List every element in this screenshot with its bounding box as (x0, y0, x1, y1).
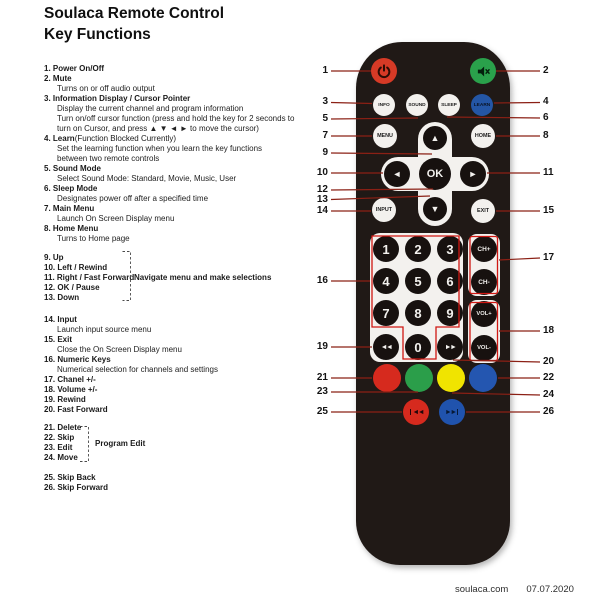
kf-item-number: 5. (44, 164, 53, 173)
kf-item-desc: Display the current channel and program information (57, 104, 244, 113)
callout-number-21: 21 (316, 372, 328, 383)
kf-item-name: Right / Fast Forward (56, 273, 135, 282)
kf-item-name: Move (57, 453, 78, 462)
callout-number-11: 11 (543, 167, 554, 178)
callout-number-19: 19 (316, 341, 328, 352)
callout-number-6: 6 (543, 112, 549, 123)
rewind-icon: ◄◄ (380, 343, 392, 351)
kf-item-name: Information Display / Cursor Pointer (52, 94, 191, 103)
kf-item-name: Up (52, 253, 64, 262)
callout-number-13: 13 (316, 194, 328, 205)
kf-item-number: 14. (44, 315, 58, 324)
digit-6-button: 6 (437, 268, 463, 294)
learn-button: LEARN (471, 94, 493, 116)
callout-number-5: 5 (322, 113, 328, 124)
digit-2-button: 2 (405, 236, 431, 262)
exit-button: EXIT (471, 199, 495, 223)
callout-number-8: 8 (543, 130, 549, 141)
kf-item-number: 18. (44, 385, 58, 394)
kf-item-desc: Set the learning function when you learn the key functions (57, 144, 263, 153)
kf-item-name: Input (57, 315, 77, 324)
kf-item-name: Learn (52, 134, 75, 143)
annotation-navigate: Navigate menu and make selections (134, 273, 272, 282)
kf-item-number: 15. (44, 335, 58, 344)
ok-button: OK (419, 158, 451, 190)
kf-item-desc: Close the On Screen Display menu (57, 345, 182, 354)
callout-number-9: 9 (322, 147, 328, 158)
footer (455, 584, 574, 595)
callout-number-16: 16 (316, 275, 328, 286)
kf-item-number: 20. (44, 405, 58, 414)
kf-item-number: 1. (44, 64, 53, 73)
kf-item-number: 26. (44, 483, 58, 492)
kf-item-name: Power On/Off (52, 64, 105, 73)
kf-item-desc: Select Sound Mode: Standard, Movie, Music, User (57, 174, 237, 183)
digit-3-button: 3 (437, 236, 463, 262)
kf-item-number: 6. (44, 184, 53, 193)
kf-item-name: Left / Rewind (57, 263, 108, 272)
callout-number-10: 10 (316, 167, 328, 178)
callout-number-1: 1 (322, 65, 328, 76)
kf-item-number: 7. (44, 204, 53, 213)
kf-item-name: OK / Pause (57, 283, 100, 292)
kf-item-name: Skip (57, 433, 75, 442)
callout-number-2: 2 (543, 65, 549, 76)
kf-item-desc: between two remote controls (57, 154, 160, 163)
kf-item-number: 9. (44, 253, 53, 262)
kf-item-name: Numeric Keys (57, 355, 111, 364)
footer-date: 07.07.2020 (526, 584, 574, 595)
digit-4-button: 4 (373, 268, 399, 294)
callout-number-24: 24 (543, 389, 555, 400)
kf-item-desc: turn on Cursor, and press ▲ ▼ ◄ ► to move the cursor) (57, 124, 259, 133)
kf-item-name: Rewind (57, 395, 86, 404)
page-title-line2: Key Functions (44, 26, 151, 43)
kf-item-number: 3. (44, 94, 53, 103)
callout-number-20: 20 (543, 356, 555, 367)
page-title-line1: Soulaca Remote Control (44, 5, 224, 22)
kf-item-number: 8. (44, 224, 53, 233)
callout-number-15: 15 (543, 205, 555, 216)
callout-number-18: 18 (543, 325, 555, 336)
kf-item-desc: Numerical selection for channels and settings (57, 365, 218, 374)
up-button: ▲ (423, 126, 447, 150)
callout-number-7: 7 (322, 130, 328, 141)
down-button: ▼ (423, 197, 447, 221)
ch-plus-button: CH+ (471, 236, 497, 262)
vol-minus-button: VOL- (471, 335, 497, 361)
sound-button: SOUND (406, 94, 428, 116)
input-button: INPUT (372, 198, 396, 222)
kf-item-number: 4. (44, 134, 53, 143)
digit-7-button: 7 (373, 300, 399, 326)
kf-item-number: 17. (44, 375, 58, 384)
callout-number-12: 12 (316, 184, 328, 195)
footer-site: soulaca.com (455, 584, 509, 595)
kf-item-number: 11. (44, 273, 57, 282)
callout-number-22: 22 (543, 372, 555, 383)
info-button: INFO (373, 94, 395, 116)
digit-1-button: 1 (373, 236, 399, 262)
kf-item-number: 22. (44, 433, 58, 442)
callout-number-14: 14 (316, 205, 328, 216)
kf-item-name: Down (57, 293, 80, 302)
kf-item-desc: Turn on/off cursor function (press and hold the key for 2 seconds to (57, 114, 295, 123)
kf-item-name: Sleep Mode (52, 184, 98, 193)
kf-item-name: Edit (57, 443, 73, 452)
fast-forward-icon: ►► (444, 343, 456, 351)
right-button: ► (460, 161, 486, 187)
kf-item-number: 21. (44, 423, 58, 432)
kf-item-number: 25. (44, 473, 58, 482)
kf-item-number: 19. (44, 395, 58, 404)
skip-forward-icon: ►► (445, 409, 459, 416)
kf-item-name: Sound Mode (52, 164, 101, 173)
callout-number-17: 17 (543, 252, 555, 263)
kf-item-desc: Turns on or off audio output (57, 84, 155, 93)
callout-number-4: 4 (543, 96, 549, 107)
kf-item-name: Skip Forward (57, 483, 109, 492)
kf-item-number: 2. (44, 74, 53, 83)
kf-item-number: 10. (44, 263, 58, 272)
callout-number-25: 25 (316, 406, 328, 417)
sleep-button: SLEEP (438, 94, 460, 116)
vol-plus-button: VOL+ (471, 301, 497, 327)
kf-item-desc: Designates power off after a specified time (57, 194, 209, 203)
callout-number-26: 26 (543, 406, 555, 417)
kf-item-name: Fast Forward (57, 405, 108, 414)
kf-item-suffix: (Function Blocked Currently) (74, 134, 177, 143)
kf-item-name: Main Menu (52, 204, 95, 213)
kf-item-number: 13. (44, 293, 58, 302)
kf-item-name: Home Menu (52, 224, 99, 233)
menu-button: MENU (373, 124, 397, 148)
kf-item-number: 12. (44, 283, 58, 292)
kf-item-name: Exit (57, 335, 73, 344)
kf-item-desc: Launch On Screen Display menu (57, 214, 175, 223)
kf-item-name: Volume +/- (57, 385, 98, 394)
kf-item-desc: Turns to Home page (57, 234, 130, 243)
kf-item-number: 23. (44, 443, 58, 452)
kf-item-name: Delete (57, 423, 82, 432)
kf-item-name: Chanel +/- (57, 375, 96, 384)
digit-0-button: 0 (405, 334, 431, 360)
callout-number-3: 3 (322, 96, 328, 107)
digit-9-button: 9 (437, 300, 463, 326)
kf-item-desc: Launch input source menu (57, 325, 152, 334)
digit-5-button: 5 (405, 268, 431, 294)
annotation-program-edit: Program Edit (95, 439, 146, 448)
kf-item-number: 16. (44, 355, 58, 364)
callout-number-23: 23 (316, 386, 328, 397)
home-button: HOME (471, 124, 495, 148)
left-button: ◄ (384, 161, 410, 187)
kf-item-number: 24. (44, 453, 58, 462)
kf-item-name: Skip Back (57, 473, 96, 482)
kf-item-name: Mute (52, 74, 72, 83)
ch-minus-button: CH- (471, 269, 497, 295)
skip-back-icon: ◄◄ (409, 409, 423, 416)
digit-8-button: 8 (405, 300, 431, 326)
